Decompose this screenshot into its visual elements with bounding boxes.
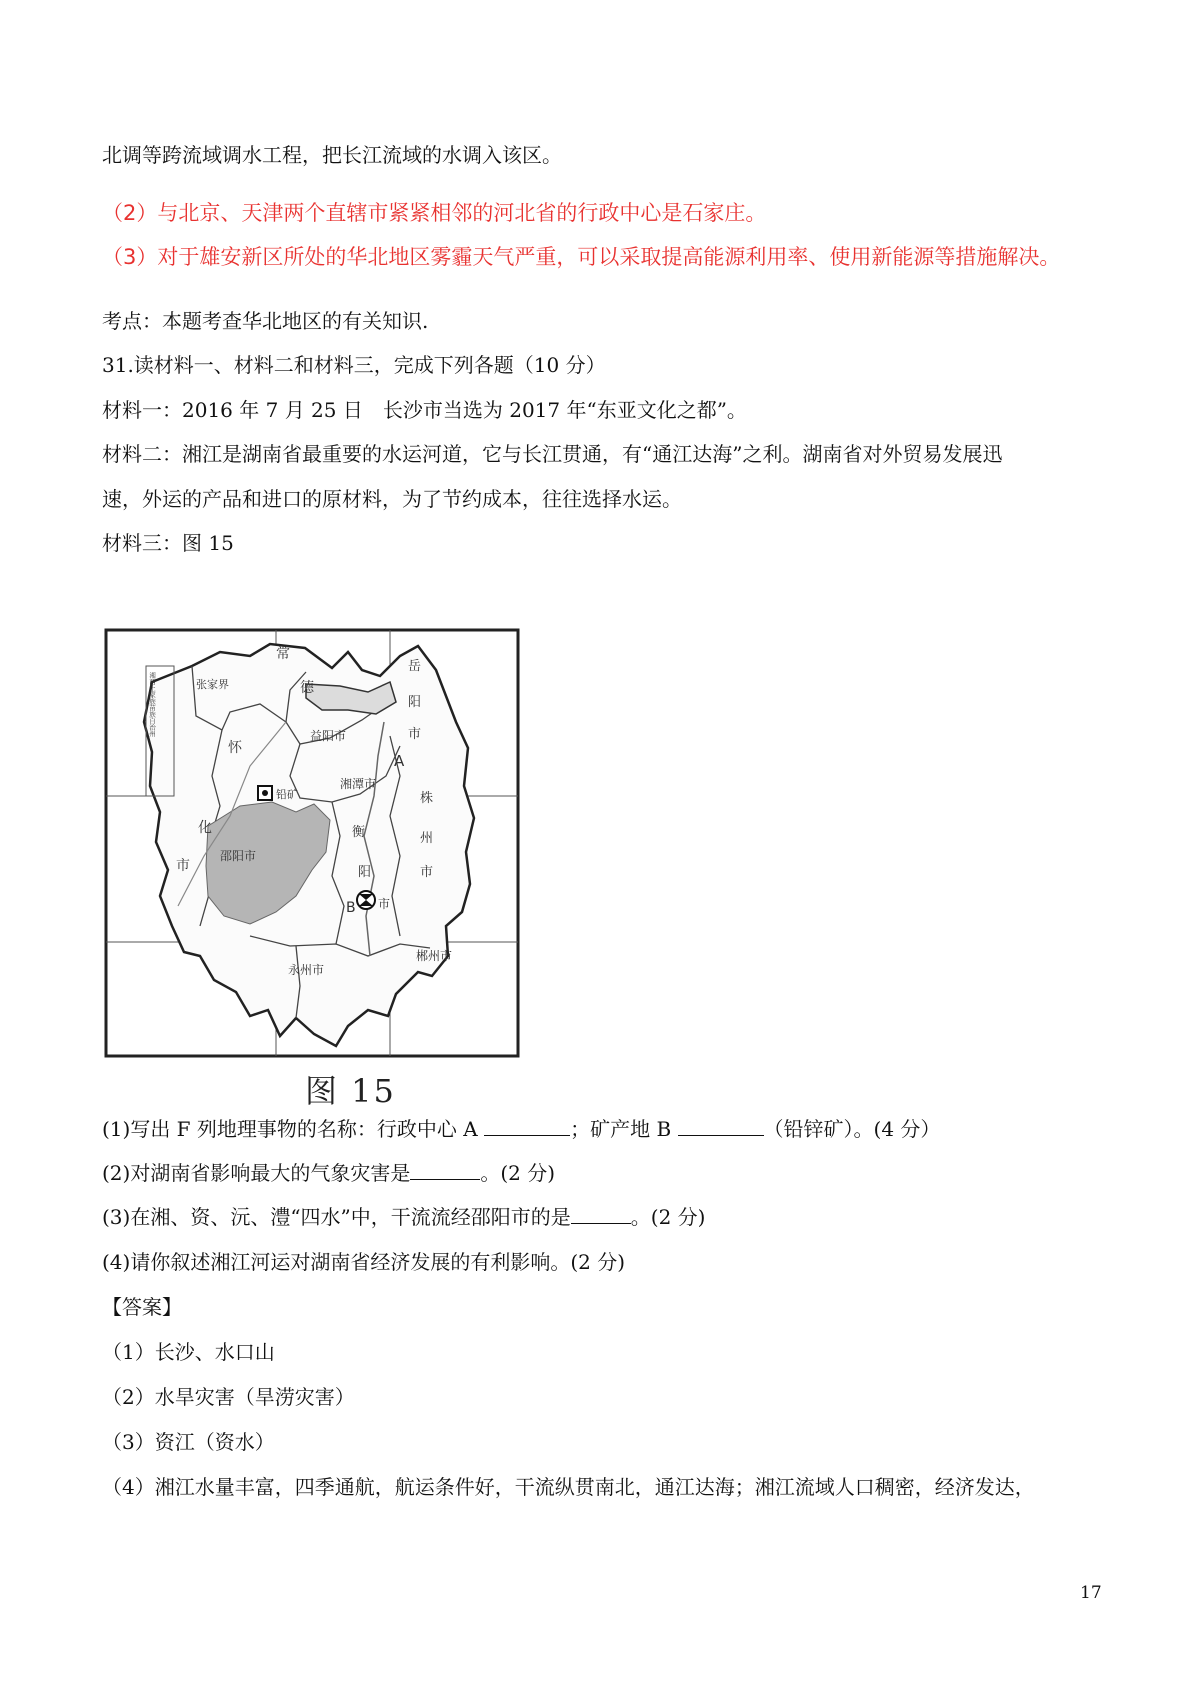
- question-2-text: (2)对湖南省影响最大的气象灾害是: [102, 1161, 411, 1185]
- map-label: 市: [420, 865, 434, 880]
- question-title: 31.读材料一、材料二和材料三，完成下列各题（10 分）: [102, 353, 606, 377]
- map-label: 市: [378, 897, 391, 911]
- map-label: 永州市: [288, 963, 325, 977]
- answer-2: （2）水旱灾害（旱涝灾害）: [102, 1385, 355, 1409]
- map-label: 株: [420, 791, 434, 806]
- material-two: 材料二：湘江是湖南省最重要的水运河道，它与长江贯通，有“通江达海”之利。湖南省对外贸易发展迅: [102, 442, 1003, 466]
- hunan-map-figure: [100, 626, 526, 1068]
- mine-symbol-dot-icon: [262, 790, 268, 796]
- map-label: 邵阳市: [220, 849, 257, 863]
- answer-line-red: （2）与北京、天津两个直辖市紧紧相邻的河北省的行政中心是石家庄。: [102, 201, 767, 225]
- answer-blank: [678, 1117, 764, 1136]
- map-label: 德: [300, 680, 314, 696]
- text-line: 考点：本题考查华北地区的有关知识.: [102, 309, 429, 333]
- map-label-B: B: [346, 900, 356, 916]
- question-3-text: (3)在湘、资、沅、澧“四水”中，干流流经邵阳市的是: [102, 1205, 571, 1229]
- question-2-text-b: 。(2 分): [480, 1161, 556, 1185]
- map-label: 州: [420, 831, 434, 846]
- map-label: 市: [176, 858, 190, 874]
- map-label: 阳: [408, 695, 422, 710]
- material-two-cont: 速，外运的产品和进口的原材料，为了节约成本，往往选择水运。: [102, 487, 682, 511]
- map-label-A: A: [394, 752, 405, 770]
- question-1-text: (1)写出 F 列地理事物的名称：行政中心 A: [102, 1117, 485, 1141]
- map-label: 湘西土家族苗族自治州: [148, 672, 156, 737]
- map-label: 铅矿: [276, 788, 298, 801]
- question-3: [102, 1204, 705, 1230]
- answer-4: （4）湘江水量丰富，四季通航，航运条件好，干流纵贯南北，通江达海；湘江流域人口稠密，经济发达，: [102, 1475, 1035, 1499]
- material-three: 材料三：图 15: [102, 531, 234, 555]
- map-label: 郴州市: [416, 949, 453, 963]
- map-label: 怀: [228, 740, 242, 756]
- map-label: 市: [408, 727, 422, 742]
- question-4: (4)请你叙述湘江河运对湖南省经济发展的有利影响。(2 分): [102, 1250, 626, 1274]
- answer-blank: [571, 1205, 631, 1224]
- answer-line-red: （3）对于雄安新区所处的华北地区雾霾天气严重，可以采取提高能源利用率、使用新能源等措施解决。: [102, 245, 1061, 269]
- text-line: 北调等跨流域调水工程，把长江流域的水调入该区。: [102, 143, 562, 167]
- question-2: [102, 1160, 555, 1186]
- answer-heading: 【答案】: [102, 1295, 182, 1319]
- question-1-text-c: （铅锌矿）。(4 分）: [763, 1117, 941, 1141]
- map-label: 岳: [408, 659, 422, 674]
- map-label: 阳: [358, 865, 372, 880]
- question-1-text-b: ；矿产地 B: [570, 1117, 678, 1141]
- map-label: 张家界: [196, 678, 229, 691]
- map-label: 益阳市: [310, 729, 347, 743]
- question-1: [102, 1116, 940, 1142]
- figure-caption: 图 15: [305, 1072, 396, 1110]
- answer-blank: [484, 1117, 570, 1136]
- answer-blank: [410, 1161, 480, 1180]
- map-label: 湘潭市: [340, 777, 377, 791]
- material-one: 材料一：2016 年 7 月 25 日 长沙市当选为 2017 年“东亚文化之都”。: [102, 398, 747, 422]
- question-3-text-b: 。(2 分): [630, 1205, 706, 1229]
- map-label: 常: [276, 646, 290, 662]
- page-number: 17: [1080, 1583, 1102, 1603]
- answer-1: （1）长沙、水口山: [102, 1340, 275, 1364]
- map-label: 衡: [352, 825, 366, 840]
- answer-3: （3）资江（资水）: [102, 1430, 275, 1454]
- map-label: 化: [198, 820, 212, 836]
